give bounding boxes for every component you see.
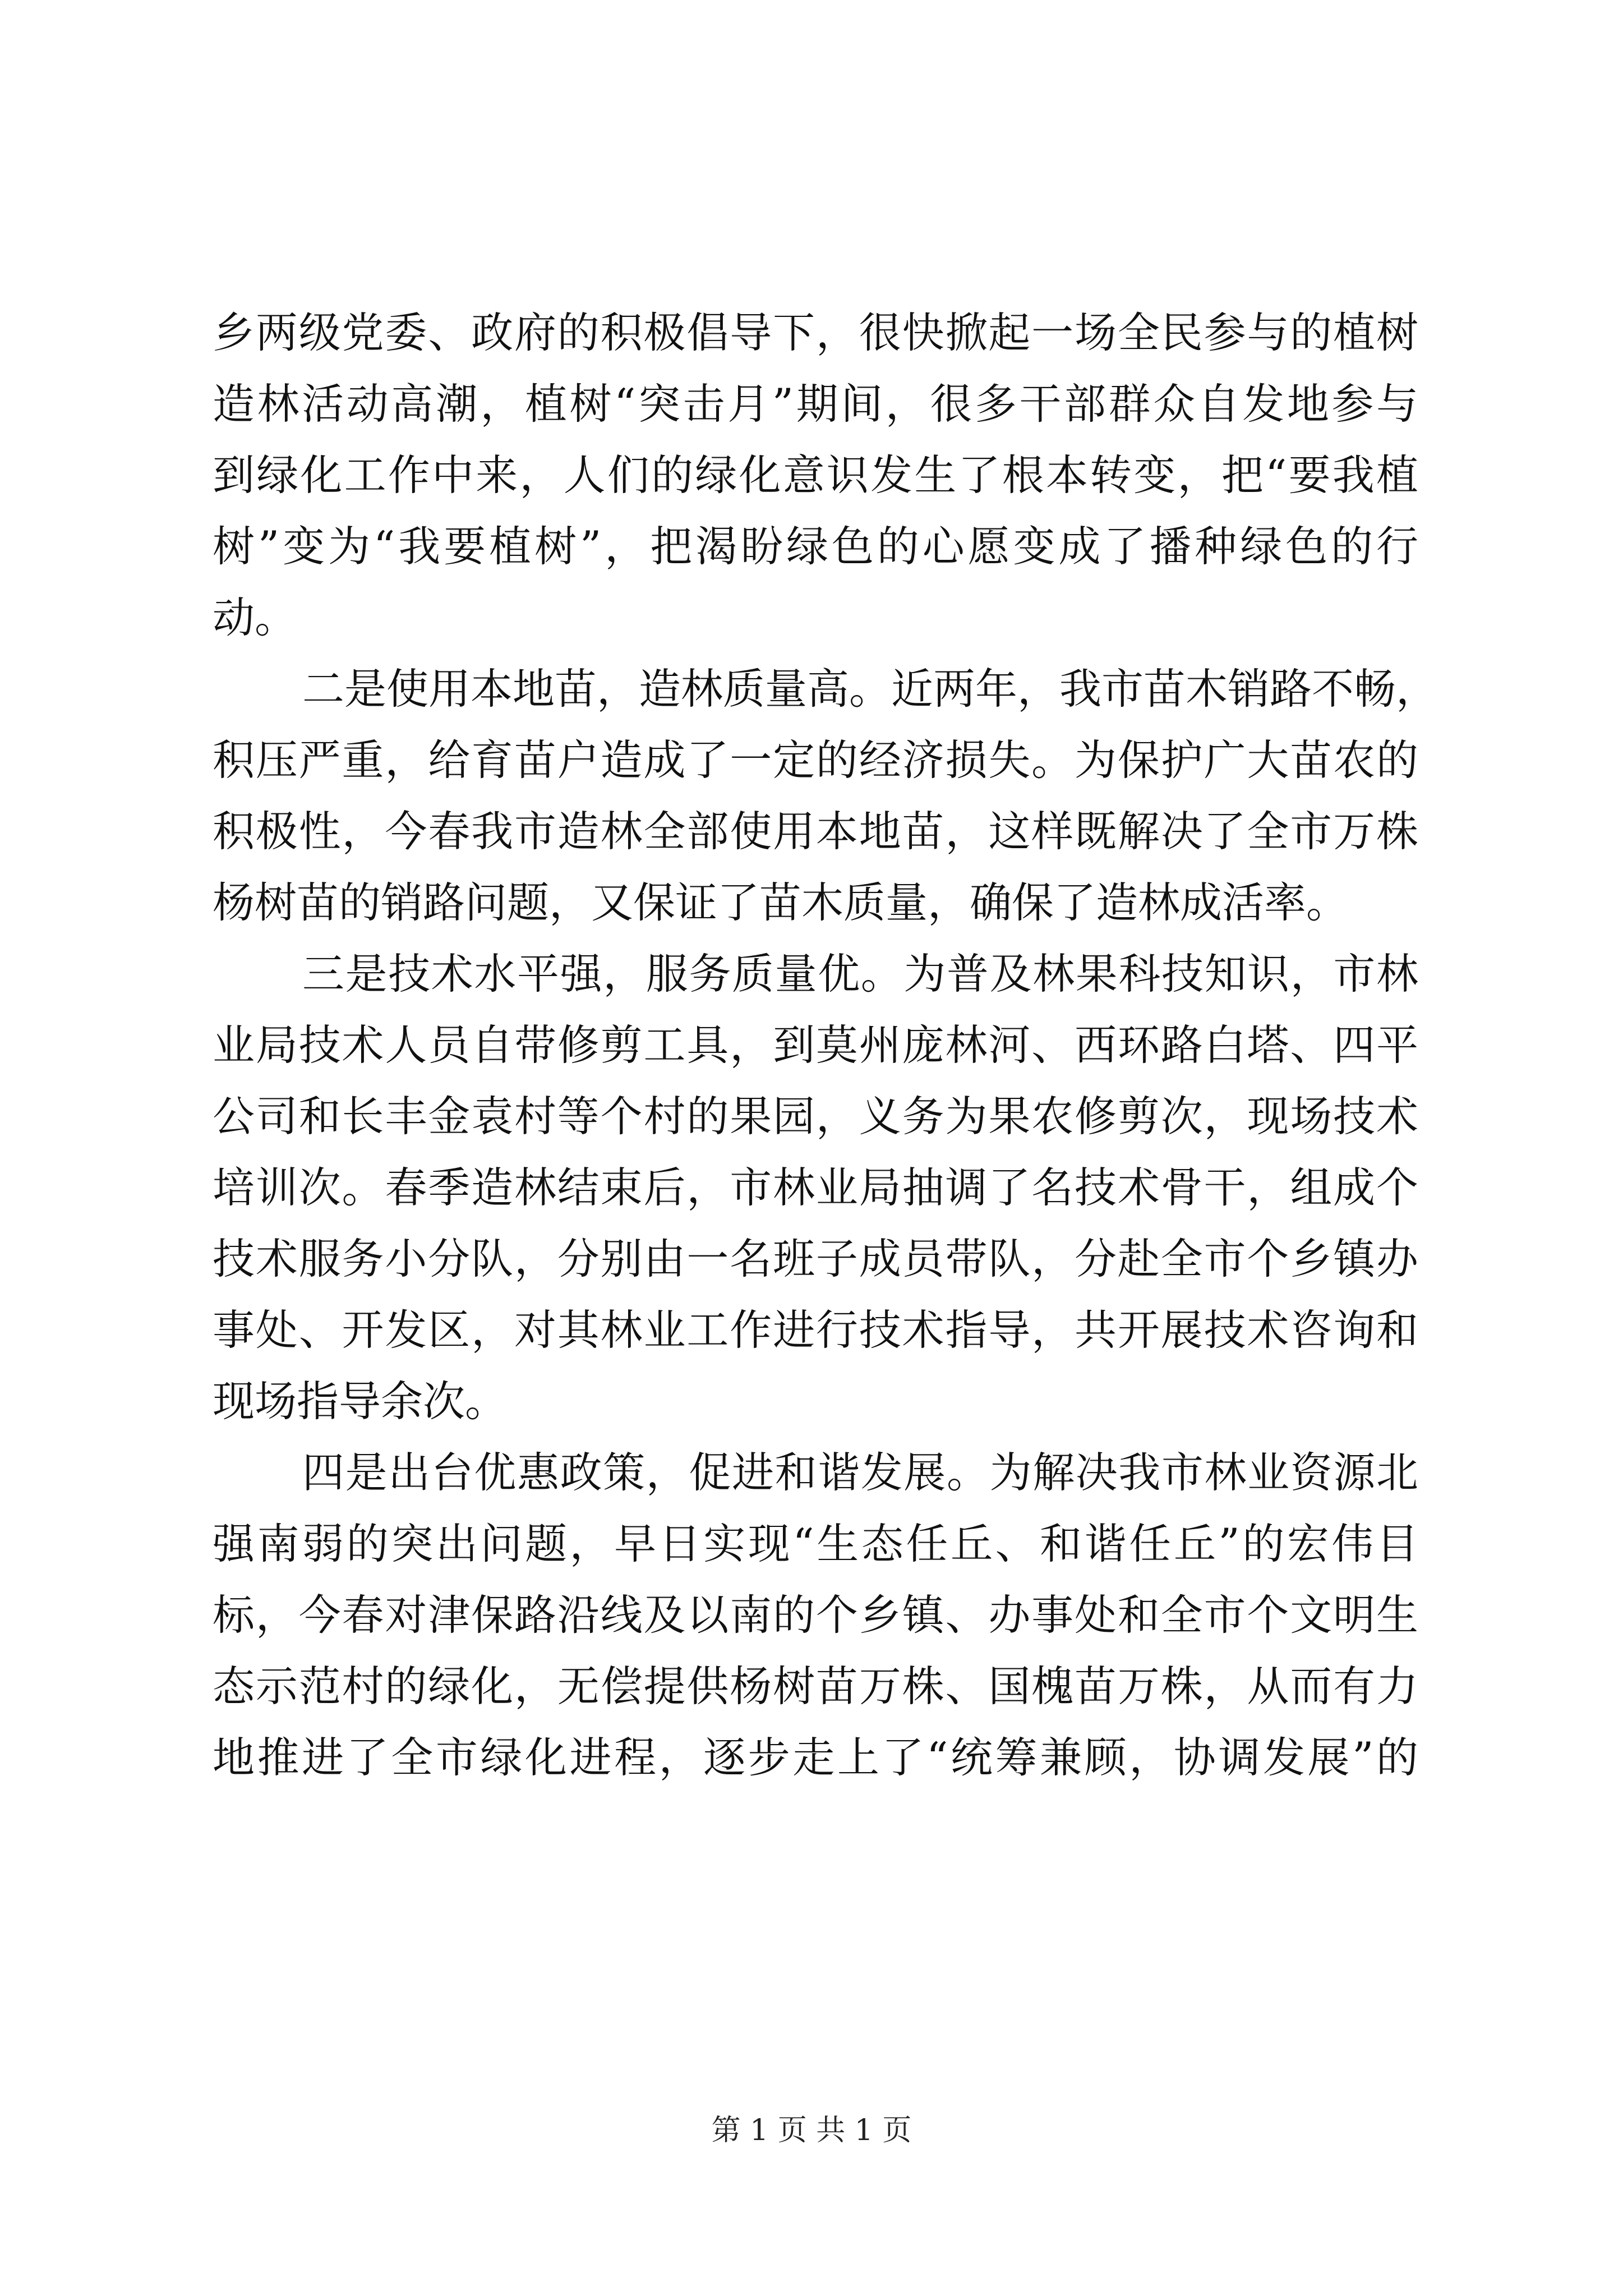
text-line: 地推进了全市绿化进程，逐步走上了“统筹兼顾，协调发展”的	[213, 1733, 1418, 1782]
text-line: 动。	[213, 593, 297, 642]
text-line: 公司和长丰金袁村等个村的果园，义务为果农修剪次，现场技术	[213, 1092, 1418, 1141]
text-line: 业局技术人员自带修剪工具，到莫州庞林河、西环路白塔、四平	[213, 1020, 1418, 1070]
text-line: 技术服务小分队，分别由一名班子成员带队，分赴全市个乡镇办	[213, 1234, 1418, 1283]
text-line: 到绿化工作中来，人们的绿化意识发生了根本转变，把“要我植	[213, 450, 1418, 500]
text-line: 标，今春对津保路沿线及以南的个乡镇、办事处和全市个文明生	[213, 1590, 1418, 1640]
text-line: 杨树苗的销路问题，又保证了苗木质量，确保了造林成活率。	[213, 878, 1349, 927]
text-line: 积压严重，给育苗户造成了一定的经济损失。为保护广大苗农的	[213, 735, 1418, 785]
page-footer: 第 1 页 共 1 页	[711, 2114, 912, 2147]
text-line: 乡两级党委、政府的积极倡导下，很快掀起一场全民参与的植树	[213, 308, 1418, 357]
text-line: 树”变为“我要植树”，把渴盼绿色的心愿变成了播种绿色的行	[213, 522, 1418, 571]
text-line: 现场指导余次。	[213, 1377, 508, 1426]
text-line: 培训次。春季造林结束后，市林业局抽调了名技术骨干，组成个	[213, 1163, 1418, 1212]
document-body	[213, 297, 1438, 1793]
text-line: 积极性，今春我市造林全部使用本地苗，这样既解决了全市万株	[213, 807, 1418, 856]
text-line: 四是出台优惠政策，促进和谐发展。为解决我市林业资源北	[302, 1448, 1418, 1497]
text-line: 三是技术水平强，服务质量优。为普及林果科技知识，市林	[302, 949, 1418, 999]
text-line: 二是使用本地苗，造林质量高。近两年，我市苗木销路不畅，	[302, 664, 1438, 714]
text-line: 事处、开发区，对其林业工作进行技术指导，共开展技术咨询和	[213, 1305, 1418, 1355]
text-line: 强南弱的突出问题，早日实现“生态任丘、和谐任丘”的宏伟目	[213, 1519, 1418, 1568]
text-line: 态示范村的绿化，无偿提供杨树苗万株、国槐苗万株，从而有力	[213, 1662, 1418, 1711]
text-line: 造林活动高潮，植树“突击月”期间，很多干部群众自发地参与	[213, 379, 1418, 429]
